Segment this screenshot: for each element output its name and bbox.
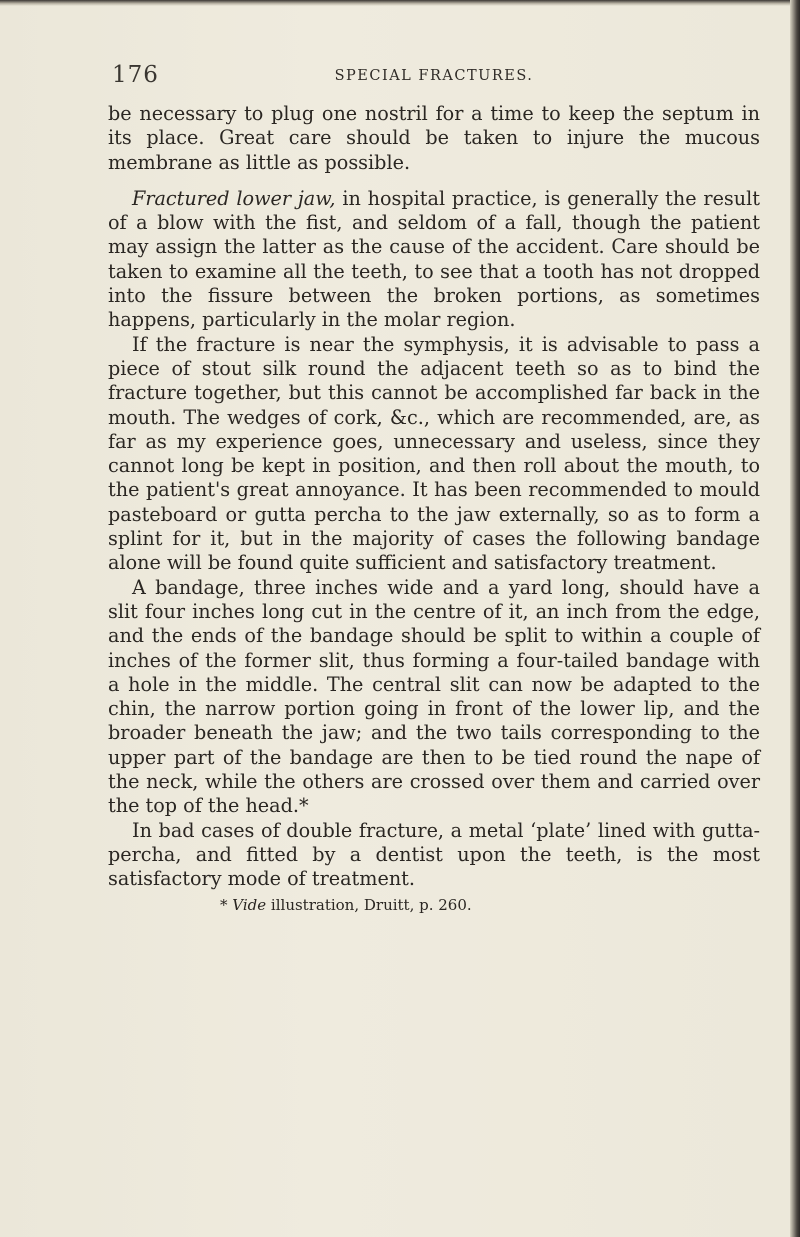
paragraph-text: in hospital practice, is generally the result of a blow with the fist, and seldom of a fall, though the patient may assign the latter as the cause of the accident. Care should be taken to examine all the teeth, to see that a tooth has not dropped into the fissure between the broken portions, as sometimes happens, particularly in the molar region. [108,186,760,332]
paragraph-bandage: A bandage, three inches wide and a yard long, should have a slit four inches long cut in the centre of it, an inch from the edge, and the ends of the bandage should be split to within a couple of inches of the former slit, thus forming a four-tailed bandage with a hole in the middle. The central slit can now be adapted to the chin, the narrow portion going in front of the lower lip, and the broader beneath the jaw; and the two tails corresponding to the upper part of the bandage are then to be tied round the nape of the neck, while the others are crossed over them and carried over the top of the head.* [108,575,760,818]
running-head-title: SPECIAL FRACTURES. [334,68,534,84]
running-head [108,62,760,94]
page-binding-edge [790,0,800,1237]
paragraph-double-fracture: In bad cases of double fracture, a metal ‘plate’ lined with gutta-percha, and fitted by a dentist upon the teeth, is the most satisfactory mode of treatment. [108,818,760,891]
footnote [108,894,760,916]
footnote-text: illustration, Druitt, p. 260. [270,895,472,914]
footnote-marker: * [220,895,228,914]
page-number: 176 [112,62,159,88]
body-text [108,102,760,892]
paragraph-continuation: be necessary to plug one nostril for a time to keep the septum in its place. Great care should be taken to injure the mucous membrane as little as possible. [108,102,760,174]
paragraph-symphysis: If the fracture is near the symphysis, it is advisable to pass a piece of stout silk round the adjacent teeth so as to bind the fracture together, but this cannot be accomplished far back in the mouth. The wedges of cork, &c., which are recommended, are, as far as my experience goes, unnecessary and useless, since they cannot long be kept in position, and then roll about the mouth, to the patient's great annoyance. It has been recommended to mould pasteboard or gutta percha to the jaw externally, so as to form a splint for it, but in the majority of cases the following bandage alone will be found quite sufficient and satisfactory treatment. [108,332,760,575]
page-top-edge [0,0,800,6]
page-content [108,62,760,916]
paragraph-fractured-lower-jaw [108,187,760,333]
section-lead-term: Fractured lower jaw, [132,186,336,210]
footnote-vide: Vide [232,895,267,914]
